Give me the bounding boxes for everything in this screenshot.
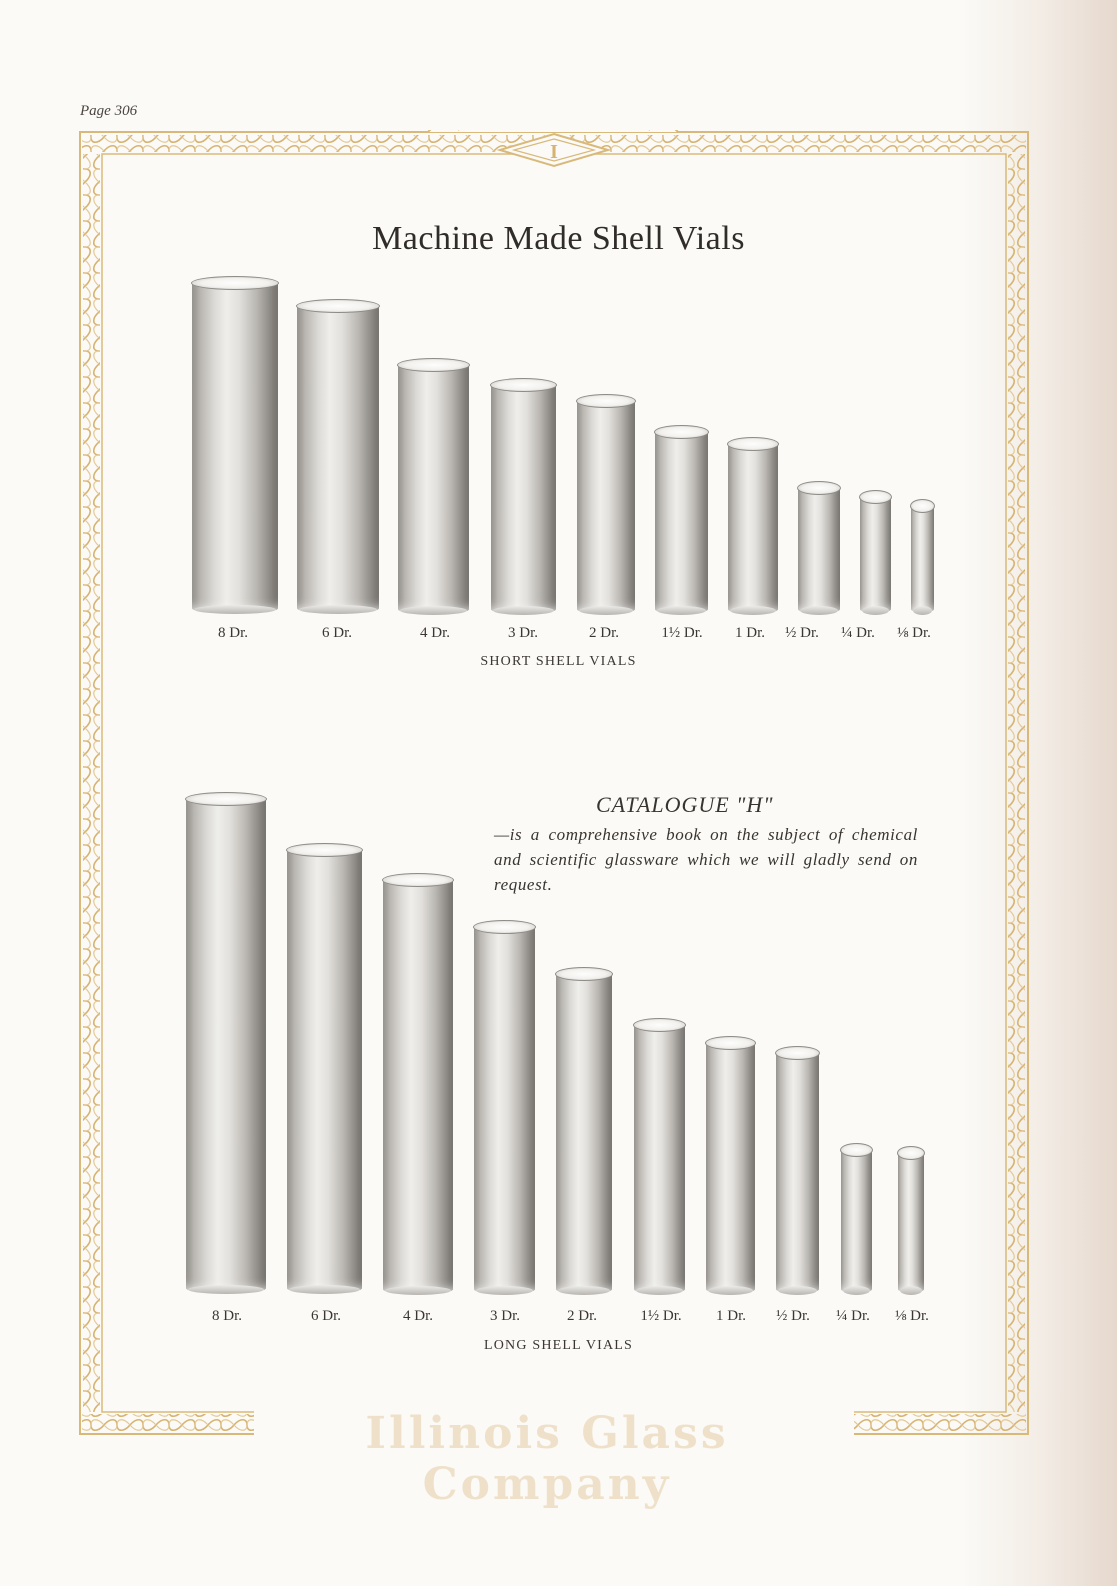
long-vial-2dr: [556, 973, 612, 1291]
long-size-label: 1 Dr.: [716, 1308, 746, 1324]
page-title: Machine Made Shell Vials: [372, 220, 745, 257]
long-size-label: 2 Dr.: [567, 1308, 597, 1324]
short-size-label: 3 Dr.: [508, 625, 538, 641]
short-size-label: ¼ Dr.: [841, 625, 875, 641]
long-size-label: 4 Dr.: [403, 1308, 433, 1324]
long-vial-6dr: [287, 849, 362, 1290]
long-vial-0-25dr: [841, 1149, 872, 1291]
short-section-caption: SHORT SHELL VIALS: [480, 654, 637, 669]
long-size-label: 6 Dr.: [311, 1308, 341, 1324]
short-size-label: 1½ Dr.: [661, 625, 703, 641]
long-size-label: ½ Dr.: [776, 1308, 810, 1324]
emblem-letter: I: [550, 141, 558, 163]
page-number: Page 306: [80, 103, 138, 119]
long-size-label: ⅛ Dr.: [895, 1308, 929, 1324]
long-size-label: 8 Dr.: [212, 1308, 242, 1324]
short-size-label: 8 Dr.: [218, 625, 248, 641]
short-vial-0-25dr: [860, 496, 891, 611]
long-size-label: 3 Dr.: [490, 1308, 520, 1324]
long-vial-4dr: [383, 879, 453, 1291]
long-vial-1dr: [706, 1042, 755, 1291]
short-vial-8dr: [192, 282, 278, 610]
long-size-label: 1½ Dr.: [640, 1308, 682, 1324]
company-name-footer: Illinois Glass Company: [365, 1408, 729, 1510]
short-size-label: 1 Dr.: [735, 625, 765, 641]
short-size-label: ⅛ Dr.: [897, 625, 931, 641]
long-vial-0-125dr: [898, 1152, 924, 1291]
long-vial-8dr: [186, 798, 266, 1290]
short-vial-0-5dr: [798, 487, 840, 611]
long-vial-0-5dr: [776, 1052, 819, 1291]
short-size-label: ½ Dr.: [785, 625, 819, 641]
short-vial-2dr: [577, 400, 635, 611]
short-vial-3dr: [491, 384, 556, 611]
catalogue-note: —is a comprehensive book on the subject of chemical and scientific glassware which we will gladly send on request.: [494, 825, 918, 894]
short-size-label: 2 Dr.: [589, 625, 619, 641]
long-vial-3dr: [474, 926, 535, 1291]
long-vial-1-5dr: [634, 1024, 685, 1291]
short-vial-6dr: [297, 305, 379, 610]
catalogue-heading: CATALOGUE "H": [596, 792, 774, 817]
short-vial-1dr: [728, 443, 778, 611]
long-section-caption: LONG SHELL VIALS: [483, 1338, 634, 1353]
long-size-label: ¼ Dr.: [836, 1308, 870, 1324]
short-vial-4dr: [398, 364, 469, 611]
short-size-label: 4 Dr.: [420, 625, 450, 641]
short-size-label: 6 Dr.: [322, 625, 352, 641]
short-vial-1-5dr: [655, 431, 708, 611]
short-vial-0-125dr: [911, 505, 934, 611]
